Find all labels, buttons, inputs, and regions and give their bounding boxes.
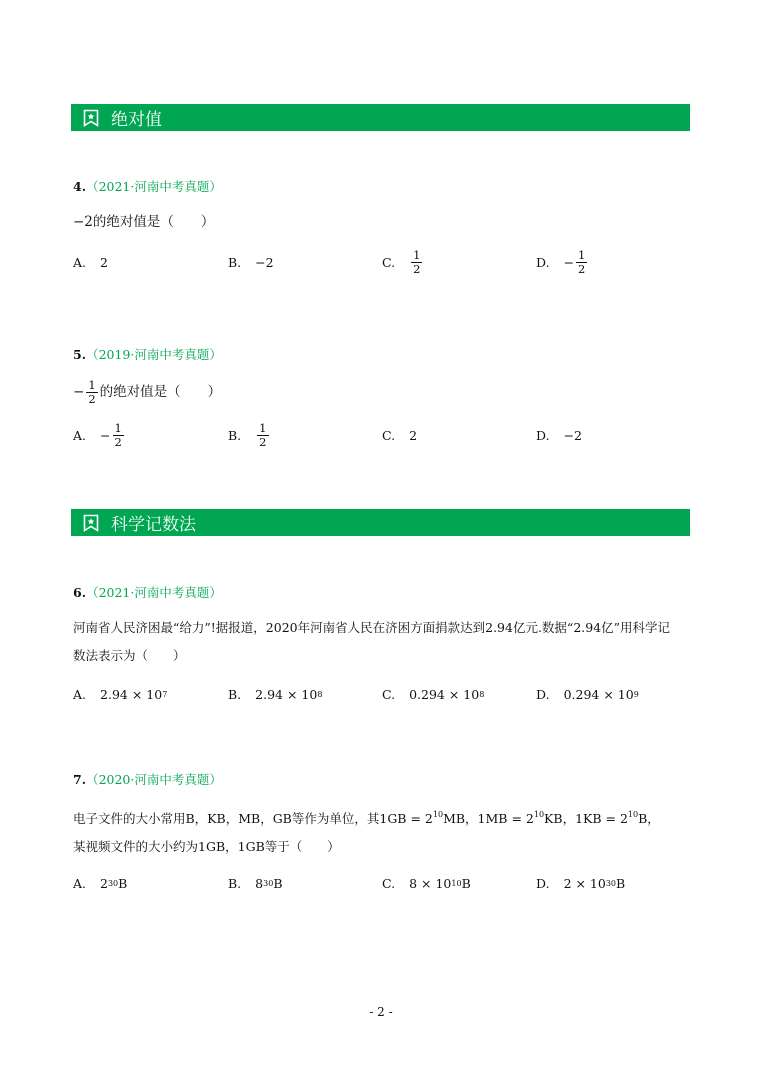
exponent: 10 xyxy=(627,810,639,819)
exponent: 9 xyxy=(633,690,639,699)
option-c[interactable] xyxy=(382,428,417,443)
stem-line: 某视频文件的大小约为1GB，1GB等于（ ） xyxy=(73,839,340,854)
question-header xyxy=(73,177,222,195)
minus-sign: − xyxy=(73,384,85,400)
question-stem xyxy=(73,801,660,861)
section-title: 科学记数法 xyxy=(111,515,196,535)
option-label: C. xyxy=(382,428,396,443)
option-b[interactable] xyxy=(228,876,283,891)
stem-text: 电子文件的大小常用B，KB，MB，GB等作为单位，其1GB = 2 xyxy=(73,811,433,826)
option-label: C. xyxy=(382,687,396,702)
fraction-denominator: 2 xyxy=(114,435,122,449)
question-stem xyxy=(73,378,221,406)
option-c[interactable] xyxy=(382,249,424,276)
page-number: - 2 - xyxy=(369,1005,393,1019)
option-b[interactable] xyxy=(228,422,271,449)
exponent: 30 xyxy=(107,879,119,888)
option-label: C. xyxy=(382,876,396,891)
fraction-numerator: 1 xyxy=(578,248,586,262)
fraction-numerator: 1 xyxy=(88,377,96,392)
question-source: （2021·河南中考真题） xyxy=(86,585,222,600)
fraction xyxy=(86,379,97,406)
option-value: 2 xyxy=(100,876,108,891)
minus-sign: − xyxy=(100,428,111,443)
option-value: −2 xyxy=(563,428,582,443)
question-number: 7. xyxy=(73,772,87,787)
fraction-denominator: 2 xyxy=(413,262,421,276)
fraction xyxy=(113,422,124,449)
question-number: 5. xyxy=(73,347,87,362)
option-value: −2 xyxy=(255,255,274,270)
option-label: B. xyxy=(228,876,242,891)
question-number: 4. xyxy=(73,179,87,194)
exponent: 8 xyxy=(317,690,323,699)
stem-text: B， xyxy=(638,811,660,826)
section-banner-absolute-value xyxy=(71,104,690,131)
option-c[interactable] xyxy=(382,876,471,891)
option-label: D. xyxy=(536,428,550,443)
option-value: 2.94 × 10 xyxy=(255,687,318,702)
option-label: A. xyxy=(73,255,87,270)
bookmark-star-icon xyxy=(83,514,99,532)
question-source: （2020·河南中考真题） xyxy=(86,772,222,787)
option-value: 0.294 × 10 xyxy=(563,687,634,702)
exponent: 7 xyxy=(162,690,168,699)
section-title: 绝对值 xyxy=(111,110,162,130)
option-label: B. xyxy=(228,255,242,270)
option-value: 2 xyxy=(100,255,108,270)
minus-sign: − xyxy=(563,255,575,270)
option-d[interactable] xyxy=(536,428,582,443)
fraction-denominator: 2 xyxy=(88,391,96,406)
stem-text: 的绝对值是（ ） xyxy=(92,214,215,230)
option-d[interactable] xyxy=(536,687,639,702)
option-label: D. xyxy=(536,255,550,270)
option-value: 2 × 10 xyxy=(563,876,606,891)
option-value: 8 × 10 xyxy=(409,876,452,891)
option-label: A. xyxy=(73,876,87,891)
fraction-numerator: 1 xyxy=(413,248,421,262)
option-label: D. xyxy=(536,876,550,891)
option-d[interactable] xyxy=(536,876,625,891)
question-number: 6. xyxy=(73,585,87,600)
question-stem xyxy=(73,614,670,670)
exponent: 8 xyxy=(479,690,485,699)
stem-text: MB，1MB = 2 xyxy=(443,811,534,826)
option-d[interactable] xyxy=(536,249,589,276)
option-label: A. xyxy=(73,428,87,443)
exponent: 10 xyxy=(533,810,545,819)
stem-line: 数法表示为（ ） xyxy=(73,648,186,663)
option-value: 8 xyxy=(255,876,264,891)
option-value: 2 xyxy=(409,428,418,443)
section-banner-scientific-notation xyxy=(71,509,690,536)
exponent: 30 xyxy=(263,879,274,888)
fraction xyxy=(411,249,422,276)
option-label: C. xyxy=(382,255,396,270)
option-a[interactable] xyxy=(73,255,108,270)
fraction-numerator: 1 xyxy=(259,421,267,435)
question-source: （2021·河南中考真题） xyxy=(86,179,222,194)
question-header xyxy=(73,770,222,788)
unit: B xyxy=(616,876,626,891)
stem-text: KB，1KB = 2 xyxy=(544,811,628,826)
fraction-denominator: 2 xyxy=(578,262,586,276)
stem-text: 的绝对值是（ ） xyxy=(99,384,222,400)
option-c[interactable] xyxy=(382,687,484,702)
fraction xyxy=(257,422,268,449)
fraction-denominator: 2 xyxy=(259,435,267,449)
option-value: 0.294 × 10 xyxy=(409,687,480,702)
exponent: 10 xyxy=(451,879,462,888)
option-b[interactable] xyxy=(228,687,322,702)
option-label: D. xyxy=(536,687,550,702)
stem-line xyxy=(73,801,660,833)
option-label: B. xyxy=(228,428,242,443)
exponent: 30 xyxy=(605,879,617,888)
unit: B xyxy=(118,876,128,891)
unit: B xyxy=(273,876,283,891)
question-header xyxy=(73,583,222,601)
option-value: 2.94 × 10 xyxy=(100,687,163,702)
question-source: （2019·河南中考真题） xyxy=(86,347,222,362)
question-stem xyxy=(73,208,214,236)
option-a[interactable] xyxy=(73,876,127,891)
fraction-numerator: 1 xyxy=(114,421,122,435)
question-header xyxy=(73,345,222,363)
option-a[interactable] xyxy=(73,687,167,702)
stem-value: −2 xyxy=(73,214,93,230)
stem-line: 河南省人民济困最“给力”!据报道，2020年河南省人民在济困方面捐款达到2.94亿元.数据“2.94亿”用科学记 xyxy=(73,620,671,635)
option-label: A. xyxy=(73,687,87,702)
unit: B xyxy=(461,876,471,891)
option-label: B. xyxy=(228,687,242,702)
bookmark-star-icon xyxy=(83,109,99,127)
option-a[interactable] xyxy=(73,422,126,449)
option-b[interactable] xyxy=(228,255,274,270)
exponent: 10 xyxy=(432,810,444,819)
fraction xyxy=(576,249,587,276)
